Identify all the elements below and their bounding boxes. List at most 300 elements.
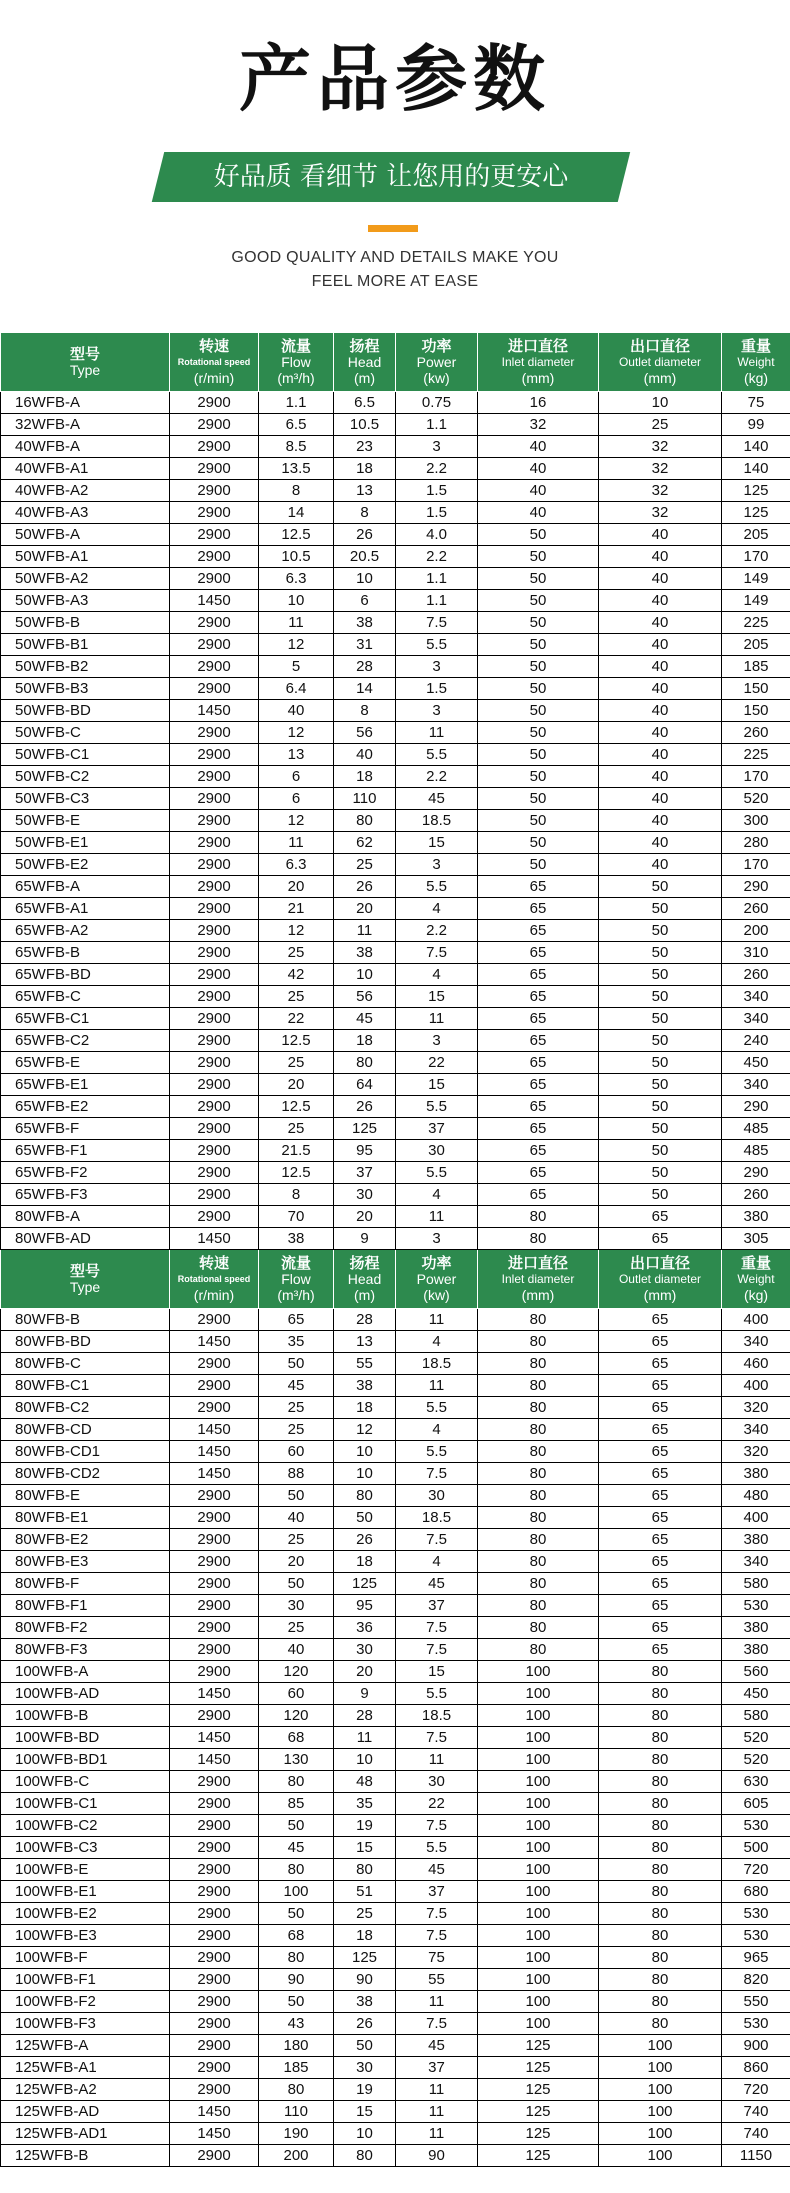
cell-model: 100WFB-F2 bbox=[1, 1991, 170, 2013]
cell-weight: 400 bbox=[722, 1507, 790, 1529]
cell-model: 50WFB-A bbox=[1, 524, 170, 546]
cell-inlet: 40 bbox=[478, 436, 599, 458]
cell-head: 110 bbox=[334, 788, 396, 810]
table-row bbox=[1, 1837, 790, 1859]
cell-head: 10 bbox=[334, 964, 396, 986]
hero-section bbox=[0, 0, 790, 332]
cell-inlet: 80 bbox=[478, 1331, 599, 1353]
cell-model: 50WFB-E1 bbox=[1, 832, 170, 854]
cell-flow: 12.5 bbox=[259, 1162, 334, 1184]
table-row bbox=[1, 2035, 790, 2057]
cell-speed: 2900 bbox=[170, 810, 259, 832]
cell-flow: 12.5 bbox=[259, 1030, 334, 1052]
cell-flow: 40 bbox=[259, 700, 334, 722]
cell-inlet: 80 bbox=[478, 1595, 599, 1617]
cell-flow: 25 bbox=[259, 1397, 334, 1419]
cell-inlet: 125 bbox=[478, 2101, 599, 2123]
cell-speed: 1450 bbox=[170, 1727, 259, 1749]
cell-inlet: 80 bbox=[478, 1573, 599, 1595]
table-row bbox=[1, 480, 790, 502]
cell-outlet: 32 bbox=[599, 458, 722, 480]
cell-inlet: 80 bbox=[478, 1617, 599, 1639]
table-row bbox=[1, 1617, 790, 1639]
cell-head: 11 bbox=[334, 920, 396, 942]
cell-power: 45 bbox=[396, 2035, 478, 2057]
cell-flow: 20 bbox=[259, 1551, 334, 1573]
cell-weight: 520 bbox=[722, 788, 790, 810]
cell-inlet: 80 bbox=[478, 1419, 599, 1441]
header-weight: 重量 Weight (kg) bbox=[722, 1250, 790, 1309]
table-row bbox=[1, 1096, 790, 1118]
cell-power: 15 bbox=[396, 1661, 478, 1683]
cell-outlet: 50 bbox=[599, 1008, 722, 1030]
cell-head: 25 bbox=[334, 1903, 396, 1925]
cell-model: 65WFB-B bbox=[1, 942, 170, 964]
cell-weight: 740 bbox=[722, 2123, 790, 2145]
cell-weight: 340 bbox=[722, 1074, 790, 1096]
cell-power: 2.2 bbox=[396, 920, 478, 942]
cell-flow: 60 bbox=[259, 1683, 334, 1705]
cell-head: 28 bbox=[334, 1705, 396, 1727]
cell-weight: 150 bbox=[722, 700, 790, 722]
cell-outlet: 65 bbox=[599, 1375, 722, 1397]
cell-weight: 340 bbox=[722, 1551, 790, 1573]
cell-speed: 2900 bbox=[170, 1529, 259, 1551]
cell-inlet: 80 bbox=[478, 1485, 599, 1507]
cell-outlet: 80 bbox=[599, 1749, 722, 1771]
cell-inlet: 65 bbox=[478, 1118, 599, 1140]
cell-flow: 11 bbox=[259, 612, 334, 634]
cell-inlet: 65 bbox=[478, 964, 599, 986]
cell-speed: 2900 bbox=[170, 1052, 259, 1074]
cell-speed: 2900 bbox=[170, 2079, 259, 2101]
cell-weight: 280 bbox=[722, 832, 790, 854]
cell-weight: 530 bbox=[722, 2013, 790, 2035]
cell-model: 80WFB-E2 bbox=[1, 1529, 170, 1551]
cell-inlet: 50 bbox=[478, 656, 599, 678]
cell-weight: 680 bbox=[722, 1881, 790, 1903]
cell-speed: 2900 bbox=[170, 1859, 259, 1881]
table-row bbox=[1, 546, 790, 568]
cell-weight: 630 bbox=[722, 1771, 790, 1793]
cell-outlet: 32 bbox=[599, 502, 722, 524]
cell-outlet: 65 bbox=[599, 1353, 722, 1375]
cell-model: 100WFB-F3 bbox=[1, 2013, 170, 2035]
cell-outlet: 40 bbox=[599, 656, 722, 678]
cell-head: 20 bbox=[334, 1206, 396, 1228]
cell-inlet: 80 bbox=[478, 1551, 599, 1573]
cell-inlet: 50 bbox=[478, 524, 599, 546]
cell-flow: 6 bbox=[259, 766, 334, 788]
cell-head: 80 bbox=[334, 2145, 396, 2167]
cell-inlet: 50 bbox=[478, 546, 599, 568]
table-row bbox=[1, 1463, 790, 1485]
table-row bbox=[1, 1881, 790, 1903]
table-row bbox=[1, 1206, 790, 1228]
cell-weight: 485 bbox=[722, 1118, 790, 1140]
table-row bbox=[1, 1507, 790, 1529]
cell-weight: 260 bbox=[722, 1184, 790, 1206]
cell-head: 37 bbox=[334, 1162, 396, 1184]
cell-flow: 21 bbox=[259, 898, 334, 920]
cell-flow: 5 bbox=[259, 656, 334, 678]
cell-speed: 2900 bbox=[170, 568, 259, 590]
cell-outlet: 80 bbox=[599, 1991, 722, 2013]
cell-head: 38 bbox=[334, 1375, 396, 1397]
cell-weight: 860 bbox=[722, 2057, 790, 2079]
cell-weight: 965 bbox=[722, 1947, 790, 1969]
cell-model: 50WFB-E bbox=[1, 810, 170, 832]
cell-outlet: 50 bbox=[599, 1184, 722, 1206]
cell-head: 10 bbox=[334, 2123, 396, 2145]
cell-power: 1.1 bbox=[396, 590, 478, 612]
cell-head: 51 bbox=[334, 1881, 396, 1903]
cell-outlet: 50 bbox=[599, 898, 722, 920]
table-row bbox=[1, 2101, 790, 2123]
cell-speed: 2900 bbox=[170, 1309, 259, 1331]
cell-speed: 2900 bbox=[170, 502, 259, 524]
cell-model: 80WFB-C bbox=[1, 1353, 170, 1375]
cell-power: 37 bbox=[396, 1595, 478, 1617]
cell-power: 1.1 bbox=[396, 414, 478, 436]
cell-model: 100WFB-BD bbox=[1, 1727, 170, 1749]
table-row bbox=[1, 1030, 790, 1052]
cell-weight: 260 bbox=[722, 964, 790, 986]
cell-model: 32WFB-A bbox=[1, 414, 170, 436]
cell-model: 80WFB-CD1 bbox=[1, 1441, 170, 1463]
cell-inlet: 32 bbox=[478, 414, 599, 436]
cell-head: 10 bbox=[334, 1441, 396, 1463]
cell-outlet: 25 bbox=[599, 414, 722, 436]
cell-head: 12 bbox=[334, 1419, 396, 1441]
cell-weight: 149 bbox=[722, 590, 790, 612]
cell-head: 28 bbox=[334, 1309, 396, 1331]
cell-power: 7.5 bbox=[396, 1727, 478, 1749]
cell-outlet: 50 bbox=[599, 942, 722, 964]
cell-inlet: 100 bbox=[478, 1991, 599, 2013]
cell-power: 7.5 bbox=[396, 1903, 478, 1925]
cell-outlet: 65 bbox=[599, 1551, 722, 1573]
cell-flow: 40 bbox=[259, 1639, 334, 1661]
cell-power: 30 bbox=[396, 1140, 478, 1162]
cell-power: 5.5 bbox=[396, 1397, 478, 1419]
cell-flow: 43 bbox=[259, 2013, 334, 2035]
cell-model: 125WFB-A2 bbox=[1, 2079, 170, 2101]
cell-speed: 2900 bbox=[170, 1375, 259, 1397]
cell-model: 50WFB-C3 bbox=[1, 788, 170, 810]
cell-inlet: 80 bbox=[478, 1353, 599, 1375]
subtitle-line-1: GOOD QUALITY AND DETAILS MAKE YOU bbox=[231, 249, 559, 266]
cell-head: 31 bbox=[334, 634, 396, 656]
cell-weight: 260 bbox=[722, 722, 790, 744]
cell-outlet: 40 bbox=[599, 568, 722, 590]
table-row bbox=[1, 1595, 790, 1617]
cell-head: 26 bbox=[334, 1529, 396, 1551]
cell-speed: 2900 bbox=[170, 1485, 259, 1507]
cell-outlet: 40 bbox=[599, 766, 722, 788]
cell-flow: 14 bbox=[259, 502, 334, 524]
cell-speed: 2900 bbox=[170, 1118, 259, 1140]
cell-head: 18 bbox=[334, 1397, 396, 1419]
cell-flow: 50 bbox=[259, 1815, 334, 1837]
cell-speed: 2900 bbox=[170, 524, 259, 546]
cell-power: 4 bbox=[396, 964, 478, 986]
cell-inlet: 100 bbox=[478, 1837, 599, 1859]
cell-speed: 2900 bbox=[170, 1661, 259, 1683]
cell-outlet: 65 bbox=[599, 1485, 722, 1507]
cell-head: 18 bbox=[334, 1925, 396, 1947]
cell-model: 100WFB-C1 bbox=[1, 1793, 170, 1815]
cell-speed: 2900 bbox=[170, 1140, 259, 1162]
cell-outlet: 50 bbox=[599, 964, 722, 986]
cell-power: 75 bbox=[396, 1947, 478, 1969]
cell-head: 8 bbox=[334, 700, 396, 722]
cell-flow: 25 bbox=[259, 942, 334, 964]
cell-inlet: 80 bbox=[478, 1529, 599, 1551]
cell-model: 125WFB-AD1 bbox=[1, 2123, 170, 2145]
table-row bbox=[1, 590, 790, 612]
cell-inlet: 80 bbox=[478, 1206, 599, 1228]
cell-power: 5.5 bbox=[396, 1096, 478, 1118]
table-row bbox=[1, 1815, 790, 1837]
cell-speed: 2900 bbox=[170, 876, 259, 898]
cell-speed: 2900 bbox=[170, 1353, 259, 1375]
table-row bbox=[1, 436, 790, 458]
cell-power: 5.5 bbox=[396, 1683, 478, 1705]
cell-outlet: 80 bbox=[599, 1969, 722, 1991]
cell-head: 80 bbox=[334, 1859, 396, 1881]
cell-head: 19 bbox=[334, 2079, 396, 2101]
cell-model: 50WFB-B1 bbox=[1, 634, 170, 656]
cell-flow: 45 bbox=[259, 1375, 334, 1397]
cell-inlet: 50 bbox=[478, 810, 599, 832]
table-row bbox=[1, 810, 790, 832]
cell-inlet: 50 bbox=[478, 788, 599, 810]
table-row bbox=[1, 678, 790, 700]
cell-flow: 68 bbox=[259, 1925, 334, 1947]
cell-flow: 50 bbox=[259, 1353, 334, 1375]
cell-inlet: 125 bbox=[478, 2057, 599, 2079]
cell-flow: 21.5 bbox=[259, 1140, 334, 1162]
cell-flow: 80 bbox=[259, 1947, 334, 1969]
cell-head: 13 bbox=[334, 480, 396, 502]
cell-inlet: 40 bbox=[478, 480, 599, 502]
cell-power: 15 bbox=[396, 986, 478, 1008]
cell-model: 100WFB-C3 bbox=[1, 1837, 170, 1859]
cell-outlet: 50 bbox=[599, 986, 722, 1008]
cell-head: 19 bbox=[334, 1815, 396, 1837]
table-row bbox=[1, 1661, 790, 1683]
cell-flow: 25 bbox=[259, 1419, 334, 1441]
table-row bbox=[1, 1309, 790, 1331]
cell-head: 6 bbox=[334, 590, 396, 612]
cell-weight: 480 bbox=[722, 1485, 790, 1507]
cell-speed: 2900 bbox=[170, 1881, 259, 1903]
cell-inlet: 65 bbox=[478, 1030, 599, 1052]
accent-bar bbox=[368, 225, 418, 232]
cell-model: 40WFB-A2 bbox=[1, 480, 170, 502]
cell-head: 90 bbox=[334, 1969, 396, 1991]
cell-model: 100WFB-BD1 bbox=[1, 1749, 170, 1771]
table-row bbox=[1, 458, 790, 480]
cell-head: 26 bbox=[334, 2013, 396, 2035]
cell-inlet: 100 bbox=[478, 1925, 599, 1947]
cell-power: 30 bbox=[396, 1485, 478, 1507]
cell-power: 5.5 bbox=[396, 1837, 478, 1859]
cell-head: 18 bbox=[334, 766, 396, 788]
cell-model: 65WFB-F2 bbox=[1, 1162, 170, 1184]
cell-speed: 2900 bbox=[170, 1793, 259, 1815]
table-row bbox=[1, 2057, 790, 2079]
cell-power: 4 bbox=[396, 1419, 478, 1441]
cell-speed: 2900 bbox=[170, 678, 259, 700]
cell-speed: 2900 bbox=[170, 1925, 259, 1947]
cell-speed: 2900 bbox=[170, 2035, 259, 2057]
cell-outlet: 10 bbox=[599, 392, 722, 414]
table-row bbox=[1, 1397, 790, 1419]
cell-speed: 2900 bbox=[170, 986, 259, 1008]
cell-power: 1.1 bbox=[396, 568, 478, 590]
cell-model: 65WFB-C2 bbox=[1, 1030, 170, 1052]
cell-model: 100WFB-C2 bbox=[1, 1815, 170, 1837]
cell-inlet: 50 bbox=[478, 590, 599, 612]
cell-weight: 340 bbox=[722, 1008, 790, 1030]
table-row bbox=[1, 1485, 790, 1507]
cell-outlet: 50 bbox=[599, 1030, 722, 1052]
cell-speed: 2900 bbox=[170, 920, 259, 942]
cell-head: 15 bbox=[334, 1837, 396, 1859]
table-row bbox=[1, 986, 790, 1008]
cell-outlet: 80 bbox=[599, 2013, 722, 2035]
table-row bbox=[1, 634, 790, 656]
cell-speed: 1450 bbox=[170, 590, 259, 612]
cell-model: 80WFB-E1 bbox=[1, 1507, 170, 1529]
table-row bbox=[1, 2123, 790, 2145]
table-row bbox=[1, 1903, 790, 1925]
table-row bbox=[1, 502, 790, 524]
cell-model: 100WFB-E1 bbox=[1, 1881, 170, 1903]
table-row bbox=[1, 898, 790, 920]
cell-head: 9 bbox=[334, 1683, 396, 1705]
cell-speed: 2900 bbox=[170, 1074, 259, 1096]
cell-head: 80 bbox=[334, 810, 396, 832]
cell-flow: 10 bbox=[259, 590, 334, 612]
cell-flow: 10.5 bbox=[259, 546, 334, 568]
cell-power: 11 bbox=[396, 1991, 478, 2013]
cell-outlet: 50 bbox=[599, 920, 722, 942]
cell-speed: 2900 bbox=[170, 1617, 259, 1639]
cell-outlet: 65 bbox=[599, 1441, 722, 1463]
cell-flow: 25 bbox=[259, 1052, 334, 1074]
cell-inlet: 125 bbox=[478, 2079, 599, 2101]
cell-inlet: 100 bbox=[478, 1793, 599, 1815]
cell-weight: 170 bbox=[722, 854, 790, 876]
cell-power: 7.5 bbox=[396, 2013, 478, 2035]
header-power: 功率 Power (kw) bbox=[396, 1250, 478, 1309]
cell-speed: 2900 bbox=[170, 1030, 259, 1052]
cell-outlet: 80 bbox=[599, 1859, 722, 1881]
cell-inlet: 125 bbox=[478, 2123, 599, 2145]
cell-head: 38 bbox=[334, 612, 396, 634]
cell-head: 125 bbox=[334, 1118, 396, 1140]
cell-outlet: 100 bbox=[599, 2101, 722, 2123]
cell-outlet: 50 bbox=[599, 1096, 722, 1118]
cell-model: 40WFB-A3 bbox=[1, 502, 170, 524]
cell-inlet: 50 bbox=[478, 700, 599, 722]
table-row bbox=[1, 568, 790, 590]
table-row bbox=[1, 1947, 790, 1969]
cell-head: 18 bbox=[334, 458, 396, 480]
cell-speed: 2900 bbox=[170, 1595, 259, 1617]
cell-flow: 40 bbox=[259, 1507, 334, 1529]
cell-head: 80 bbox=[334, 1485, 396, 1507]
cell-model: 80WFB-AD bbox=[1, 1228, 170, 1250]
cell-speed: 2900 bbox=[170, 2057, 259, 2079]
cell-head: 6.5 bbox=[334, 392, 396, 414]
cell-outlet: 40 bbox=[599, 744, 722, 766]
table-row bbox=[1, 656, 790, 678]
cell-flow: 12.5 bbox=[259, 1096, 334, 1118]
cell-inlet: 100 bbox=[478, 1969, 599, 1991]
cell-head: 30 bbox=[334, 1184, 396, 1206]
cell-power: 1.5 bbox=[396, 502, 478, 524]
cell-head: 28 bbox=[334, 656, 396, 678]
cell-outlet: 65 bbox=[599, 1309, 722, 1331]
cell-model: 80WFB-E bbox=[1, 1485, 170, 1507]
cell-flow: 12.5 bbox=[259, 524, 334, 546]
cell-inlet: 80 bbox=[478, 1441, 599, 1463]
cell-model: 50WFB-B bbox=[1, 612, 170, 634]
cell-power: 11 bbox=[396, 1206, 478, 1228]
cell-speed: 2900 bbox=[170, 722, 259, 744]
cell-inlet: 125 bbox=[478, 2145, 599, 2167]
cell-speed: 1450 bbox=[170, 1683, 259, 1705]
cell-weight: 200 bbox=[722, 920, 790, 942]
cell-flow: 12 bbox=[259, 810, 334, 832]
cell-power: 3 bbox=[396, 1228, 478, 1250]
table-row bbox=[1, 744, 790, 766]
cell-flow: 6.3 bbox=[259, 568, 334, 590]
cell-model: 50WFB-A2 bbox=[1, 568, 170, 590]
table-row bbox=[1, 1991, 790, 2013]
cell-speed: 2900 bbox=[170, 1206, 259, 1228]
cell-speed: 2900 bbox=[170, 744, 259, 766]
cell-model: 40WFB-A bbox=[1, 436, 170, 458]
cell-model: 100WFB-AD bbox=[1, 1683, 170, 1705]
cell-flow: 68 bbox=[259, 1727, 334, 1749]
table-row bbox=[1, 612, 790, 634]
cell-power: 5.5 bbox=[396, 744, 478, 766]
cell-weight: 340 bbox=[722, 1331, 790, 1353]
cell-model: 16WFB-A bbox=[1, 392, 170, 414]
table-row bbox=[1, 2145, 790, 2167]
cell-power: 4 bbox=[396, 1331, 478, 1353]
table-row bbox=[1, 2013, 790, 2035]
cell-model: 50WFB-B3 bbox=[1, 678, 170, 700]
cell-weight: 580 bbox=[722, 1573, 790, 1595]
cell-flow: 25 bbox=[259, 1118, 334, 1140]
cell-head: 50 bbox=[334, 2035, 396, 2057]
cell-inlet: 40 bbox=[478, 502, 599, 524]
cell-speed: 2900 bbox=[170, 1507, 259, 1529]
cell-speed: 2900 bbox=[170, 942, 259, 964]
cell-flow: 50 bbox=[259, 1903, 334, 1925]
cell-outlet: 50 bbox=[599, 876, 722, 898]
cell-head: 38 bbox=[334, 942, 396, 964]
cell-inlet: 80 bbox=[478, 1375, 599, 1397]
cell-model: 65WFB-C1 bbox=[1, 1008, 170, 1030]
cell-head: 26 bbox=[334, 876, 396, 898]
